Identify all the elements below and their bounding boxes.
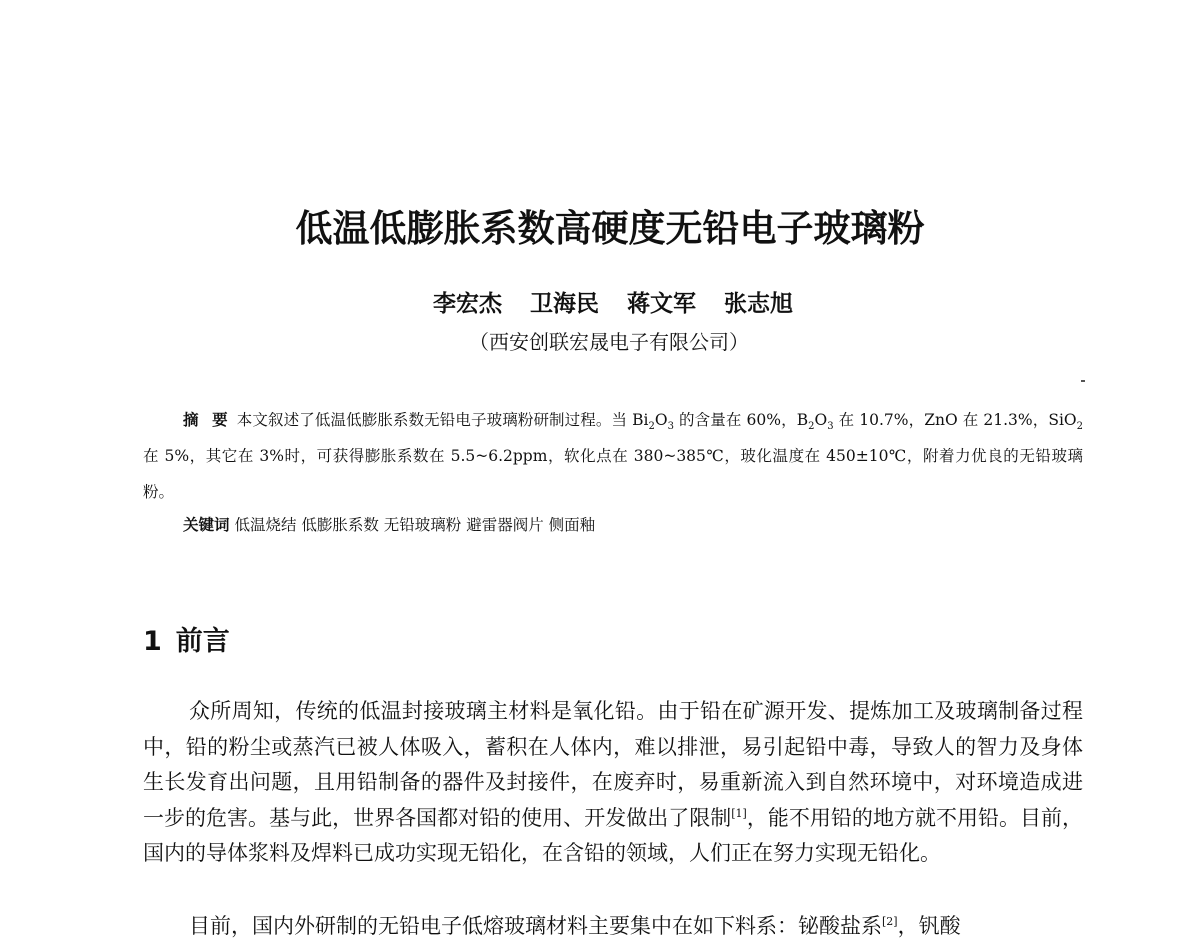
subscript: 2 [648, 421, 655, 433]
section-title: 前言 [175, 626, 230, 657]
abstract-text: O [654, 411, 668, 429]
paragraph-text: 目前，国内外研制的无铅电子低熔玻璃材料主要集中在如下料系：铋酸盐系 [189, 914, 882, 938]
paragraph-text: 众所周知，传统的低温封接玻璃主材料是氧化铅。由于铅在矿源开发、提炼加工及玻璃制备过程中，铅的粉尘或蒸汽已被人体吸入，蓄积在人体内，难以排泄，易引起铅中毒，导致人的智力及身体生长发育出问题，且用铅制备的器件及封接件，在废弃时，易重新流入到自然环境中，对环境造成进一步的危害。基与此，世界各国都对铅的使用、开发做出了限制 [143, 699, 1083, 830]
abstract-label: 摘 要 [183, 411, 232, 429]
subscript: 2 [808, 421, 815, 433]
keywords [183, 510, 1083, 540]
section-number: 1 [143, 626, 162, 657]
author-name: 卫海民 [530, 290, 599, 317]
keywords-label: 关键词 [183, 516, 230, 534]
paragraph-text: ，能不用铅的地方就不用铅。目前，国内的导体浆料及焊料已成功实现无铅化，在含铅的领域，人们正在努力实现无铅化。 [143, 805, 1084, 865]
citation-ref: [1] [731, 806, 747, 820]
section-heading [143, 619, 230, 658]
paragraph-text: ，钒酸 [897, 914, 961, 938]
subscript: 3 [827, 421, 834, 433]
subscript: 3 [667, 421, 674, 433]
abstract-text: 在 5%，其它在 3%时，可获得膨胀系数在 5.5~6.2ppm，软化点在 380~385℃，玻化温度在 450±10℃，附着力优良的无铅玻璃粉。 [143, 447, 1083, 501]
keywords-text: 低温烧结 低膨胀系数 无铅玻璃粉 避雷器阀片 侧面釉 [234, 516, 596, 534]
subscript: 2 [1076, 421, 1083, 433]
abstract-text: 的含量在 60%，B [673, 411, 809, 429]
author-name: 张志旭 [724, 290, 793, 317]
author-list [0, 285, 1200, 318]
citation-ref: [2] [882, 915, 898, 928]
abstract [143, 402, 1083, 510]
body-paragraph [143, 694, 1083, 872]
abstract-text: 本文叙述了低温低膨胀系数无铅电子玻璃粉研制过程。当 Bi [236, 411, 649, 429]
author-name: 李宏杰 [433, 290, 502, 317]
abstract-text: O [814, 411, 828, 429]
affiliation: （西安创联宏晟电子有限公司） [469, 330, 749, 354]
author-name: 蒋文军 [627, 290, 696, 317]
scan-speck [1081, 380, 1085, 382]
body-paragraph [143, 909, 1083, 945]
paper-title: 低温低膨胀系数高硬度无铅电子玻璃粉 [295, 207, 925, 250]
abstract-text: 在 10.7%，ZnO 在 21.3%，SiO [833, 411, 1077, 429]
